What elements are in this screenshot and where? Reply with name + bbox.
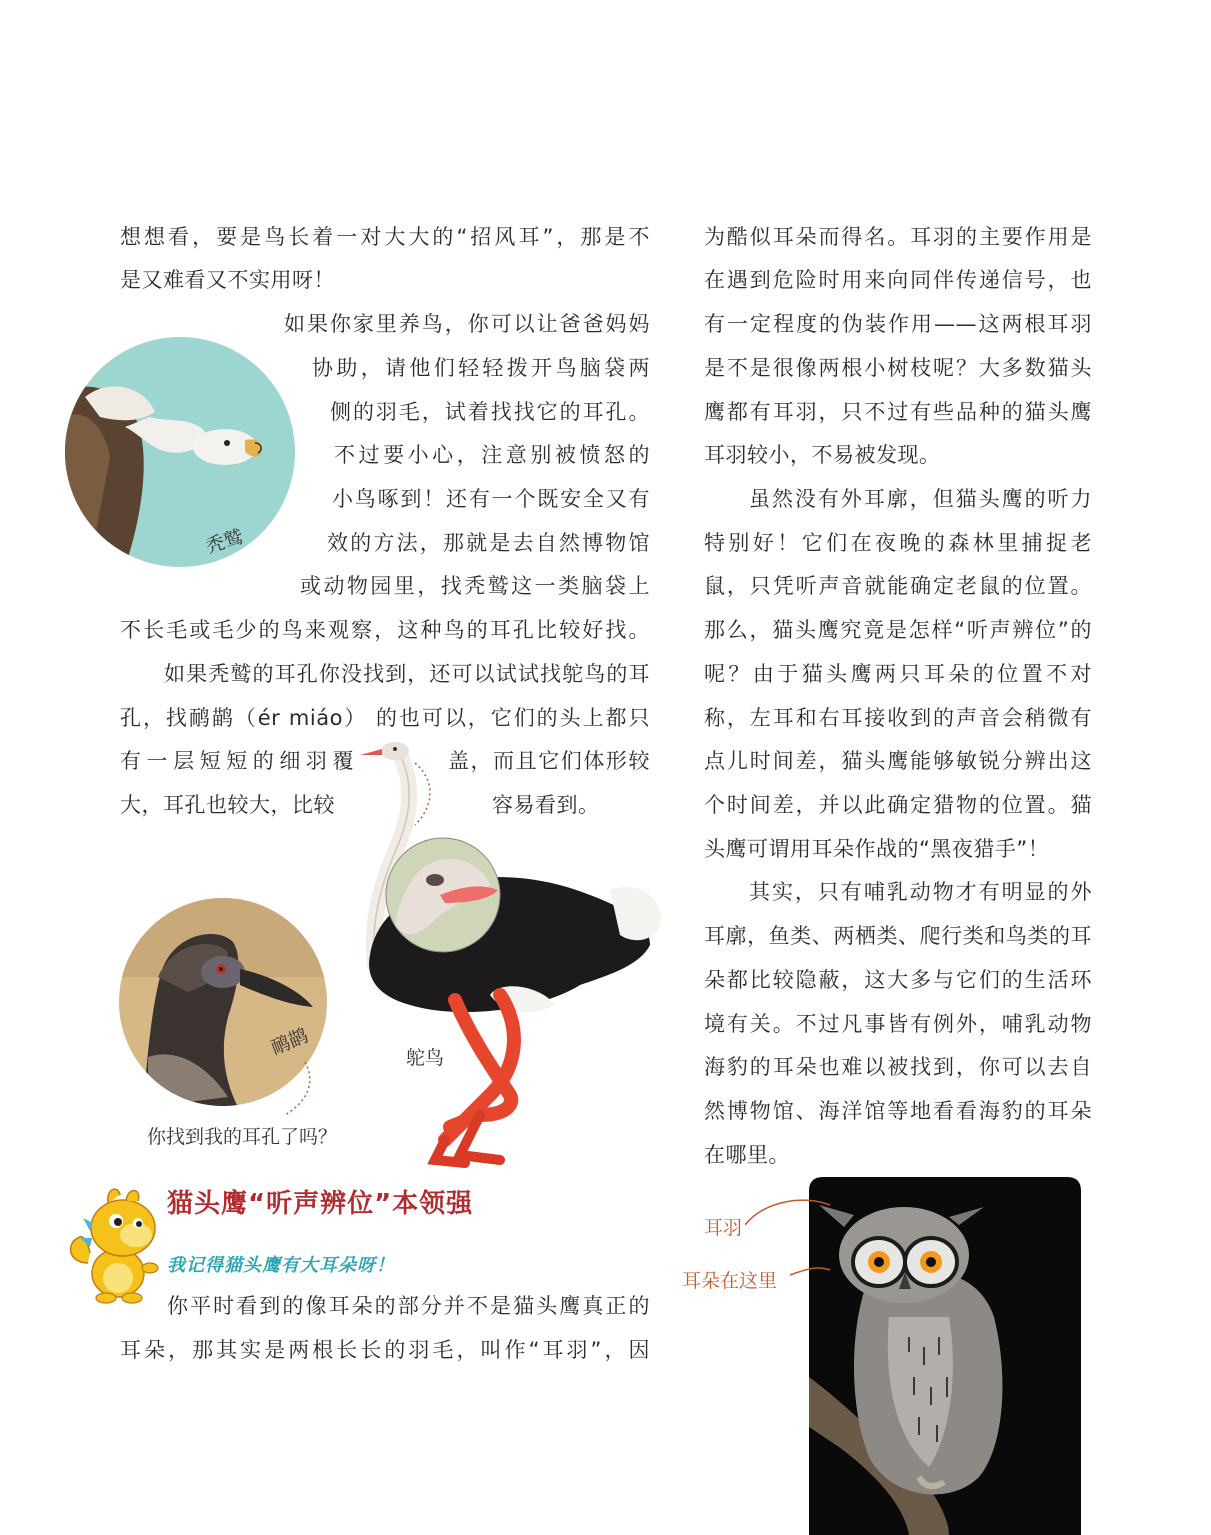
right-line-4: 是不是很像两根小树枝呢？大多数猫头 bbox=[704, 356, 1092, 380]
right-line-10: 那么，猫头鹰究竟是怎样“听声辨位”的 bbox=[704, 618, 1092, 642]
right-line-20: 海豹的耳朵也难以被找到，你可以去自 bbox=[704, 1055, 1092, 1079]
dragon-mascot-icon bbox=[68, 1183, 168, 1308]
vulture-caption: 秃鹫 bbox=[202, 525, 246, 559]
left-para2-line7: 或动物园里，找秃鹫这一类脑袋上 bbox=[300, 574, 650, 598]
owl-label-ear-feather: 耳羽 bbox=[704, 1217, 743, 1239]
left-para2-line8: 不长毛或毛少的鸟来观察，这种鸟的耳孔比较好找。 bbox=[120, 618, 650, 642]
left-para1-line2: 是又难看又不实用呀！ bbox=[120, 268, 335, 292]
ostrich-caption: 鸵鸟 bbox=[406, 1047, 445, 1069]
left-para3-line3b: 盖，而且它们体形较 bbox=[448, 749, 650, 773]
right-line-3: 有一定程度的伪装作用——这两根耳羽 bbox=[704, 312, 1092, 336]
emu-bubble-pointer bbox=[280, 1060, 320, 1120]
left-para3-line1: 如果秃鹫的耳孔你没找到，还可以试试找鸵鸟的耳 bbox=[164, 662, 650, 686]
ostrich-illustration bbox=[340, 735, 670, 1170]
left-para3-line4b: 容易看到。 bbox=[492, 793, 600, 817]
left-para2-line4: 不过要小心，注意别被愤怒的 bbox=[334, 443, 650, 467]
right-line-15: 头鹰可谓用耳朵作战的“黑夜猎手”！ bbox=[704, 837, 1050, 861]
left-para3-line4a: 大，耳孔也较大，比较 bbox=[120, 793, 335, 817]
right-line-5: 鹰都有耳羽，只不过有些品种的猫头鹰 bbox=[704, 400, 1092, 424]
right-line-22: 在哪里。 bbox=[704, 1143, 790, 1167]
right-line-9: 鼠，只凭听声音就能确定老鼠的位置。 bbox=[704, 574, 1092, 598]
left-para2-line5: 小鸟啄到！还有一个既安全又有 bbox=[332, 487, 650, 511]
right-line-21: 然博物馆、海洋馆等地看看海豹的耳朵 bbox=[704, 1099, 1092, 1123]
section-subheading: 我记得猫头鹰有大耳朵呀！ bbox=[167, 1255, 395, 1276]
right-line-19: 境有关。不过凡事皆有例外，哺乳动物 bbox=[704, 1012, 1092, 1036]
right-line-14: 个时间差，并以此确定猎物的位置。猫 bbox=[704, 793, 1092, 817]
section-para-line2: 耳朵，那其实是两根长长的羽毛，叫作“耳羽”，因 bbox=[120, 1338, 650, 1362]
right-line-13: 点儿时间差，猫头鹰能够敏锐分辨出这 bbox=[704, 749, 1092, 773]
left-para2-line2: 协助，请他们轻轻拨开鸟脑袋两 bbox=[312, 356, 650, 380]
owl-label-ear-here: 耳朵在这里 bbox=[682, 1270, 778, 1292]
left-para3-line2: 孔，找鸸鹋（ér miáo） 的也可以，它们的头上都只 bbox=[120, 706, 650, 730]
vulture-photo bbox=[55, 337, 305, 567]
right-line-17: 耳廓，鱼类、两栖类、爬行类和鸟类的耳 bbox=[704, 924, 1092, 948]
section-para-line1: 你平时看到的像耳朵的部分并不是猫头鹰真正的 bbox=[167, 1294, 650, 1318]
right-line-18: 朵都比较隐蔽，这大多与它们的生活环 bbox=[704, 968, 1092, 992]
right-line-2: 在遇到危险时用来向同伴传递信号，也 bbox=[704, 268, 1092, 292]
left-para1-line1: 想想看，要是鸟长着一对大大的“招风耳”，那是不 bbox=[120, 225, 650, 249]
right-line-6: 耳羽较小，不易被发现。 bbox=[704, 443, 941, 467]
right-line-11: 呢？由于猫头鹰两只耳朵的位置不对 bbox=[704, 662, 1092, 686]
left-para2-line1: 如果你家里养鸟，你可以让爸爸妈妈 bbox=[284, 312, 650, 336]
right-line-7: 虽然没有外耳廓，但猫头鹰的听力 bbox=[749, 487, 1092, 511]
owl-photo bbox=[809, 1177, 1081, 1535]
section-heading: 猫头鹰“听声辨位”本领强 bbox=[167, 1189, 474, 1219]
right-line-8: 特别好！它们在夜晚的森林里捕捉老 bbox=[704, 531, 1092, 555]
right-line-12: 称，左耳和右耳接收到的声音会稍微有 bbox=[704, 706, 1092, 730]
left-para3-line3a: 有一层短短的细羽覆 bbox=[120, 749, 354, 773]
left-para2-line6: 效的方法，那就是去自然博物馆 bbox=[327, 531, 650, 555]
right-line-1: 为酷似耳朵而得名。耳羽的主要作用是 bbox=[704, 225, 1092, 249]
right-line-16: 其实，只有哺乳动物才有明显的外 bbox=[749, 880, 1092, 904]
emu-bubble-text: 你找到我的耳孔了吗？ bbox=[147, 1126, 338, 1148]
emu-caption: 鸸鹋 bbox=[267, 1024, 312, 1060]
left-para2-line3: 侧的羽毛，试着找找它的耳孔。 bbox=[330, 400, 650, 424]
